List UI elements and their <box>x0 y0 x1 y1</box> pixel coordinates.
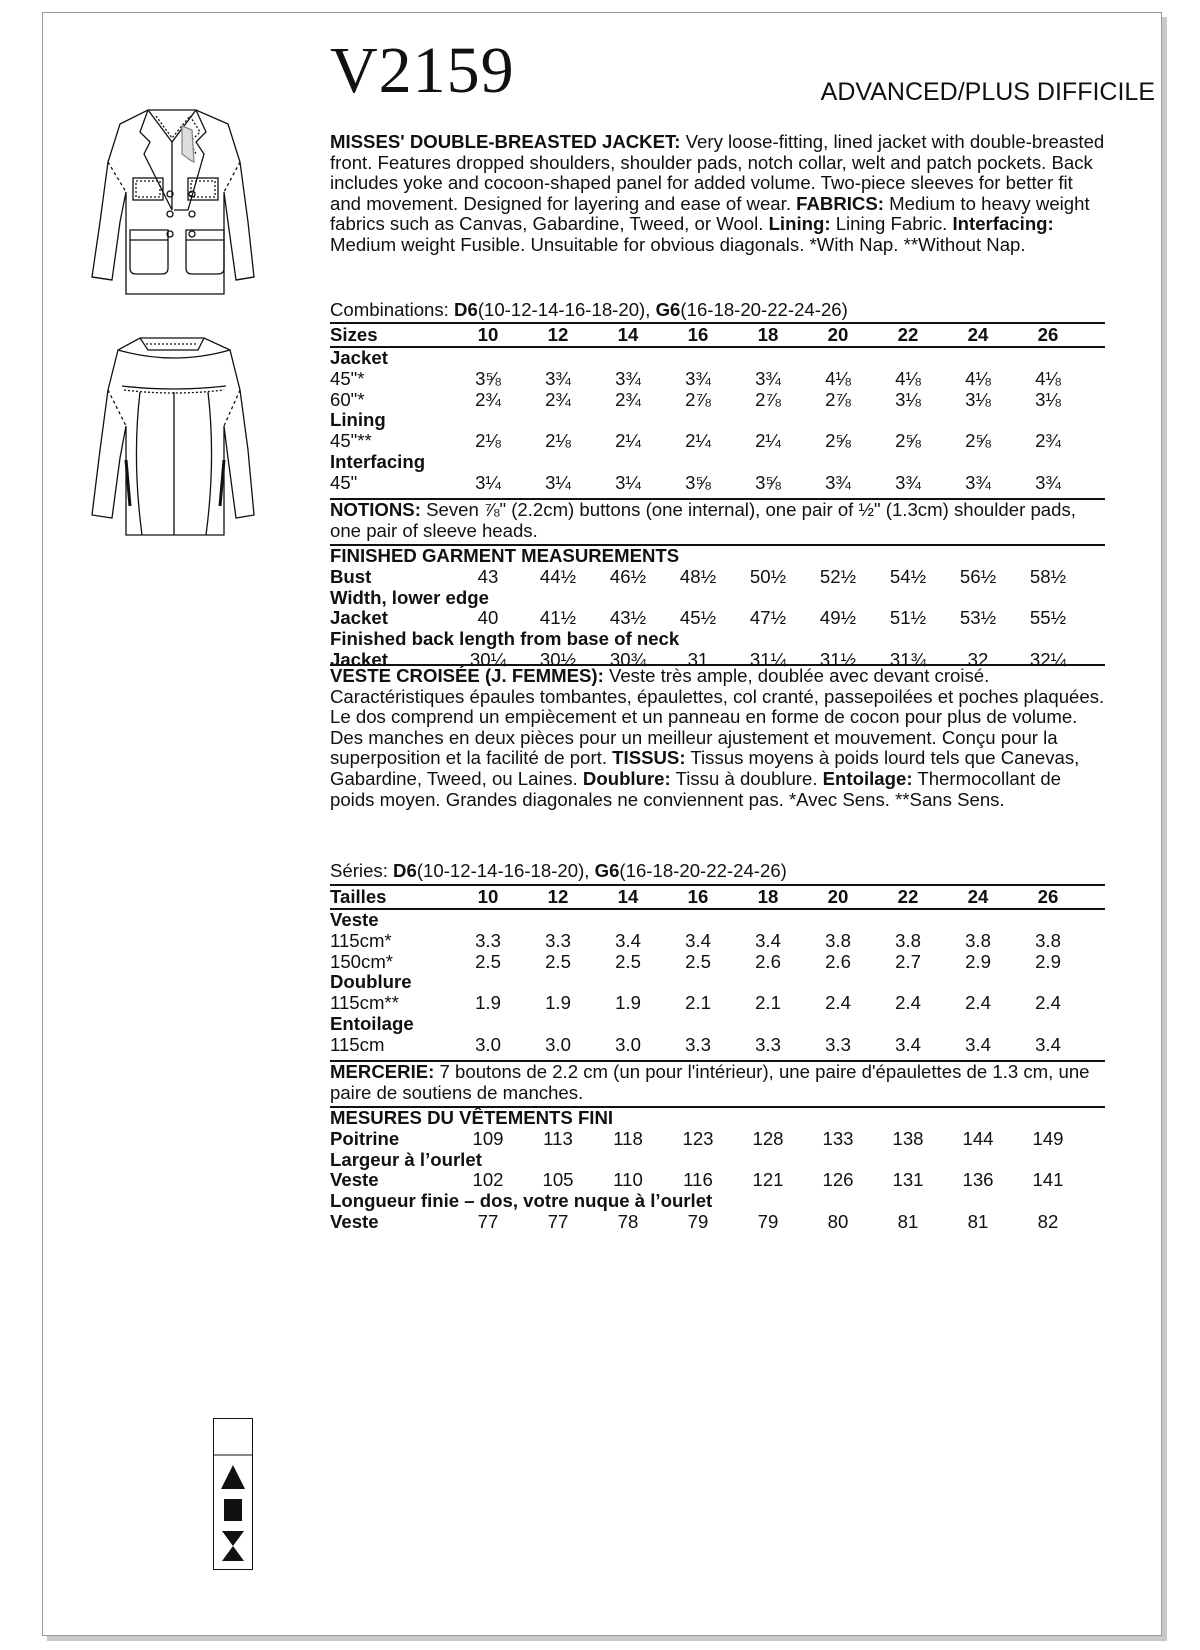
lining-text: Lining Fabric. <box>830 213 953 235</box>
table-cell: 2⅝ <box>825 430 851 452</box>
table-cell: 43 <box>477 565 499 587</box>
table-cell: 45½ <box>679 607 717 629</box>
table-cell: 81 <box>897 1210 919 1232</box>
french-combinations <box>330 860 787 882</box>
difficulty-level: ADVANCED/PLUS DIFFICILE <box>820 78 1155 106</box>
english-yardage-table <box>330 322 1105 494</box>
table-row <box>330 1212 1105 1233</box>
table-cell: 2.4 <box>895 992 921 1014</box>
section-heading-text: Doublure <box>330 971 412 993</box>
table-cell: 2.5 <box>615 950 641 972</box>
lining-text: Tissu à doublure. <box>670 767 823 789</box>
table-cell: 1.9 <box>475 992 501 1014</box>
table-cell: 2.1 <box>685 992 711 1014</box>
table-cell: 131 <box>892 1169 924 1191</box>
table-row <box>330 1129 1105 1150</box>
table-cell: 3.3 <box>685 1033 711 1055</box>
description-title: VESTE CROISÉE (J. FEMMES): <box>330 665 604 686</box>
table-cell: 79 <box>687 1210 709 1232</box>
table-cell: 4⅛ <box>965 367 991 389</box>
table-cell: 46½ <box>609 565 647 587</box>
row-label: Veste <box>330 1210 379 1232</box>
table-cell: 1.9 <box>615 992 641 1014</box>
size-column-header: 24 <box>967 886 989 907</box>
table-row <box>330 952 1105 973</box>
table-cell: 2¼ <box>685 430 711 452</box>
description-text: Veste très ample, doublée avec devant croisé. Caractéristiques épaules tombantes, épaulettes, col cranté, passepoilées et poches plaquées. Le dos comprend un empiècement et un panneau en forme de cocon pour plus de volume. Des manches en deux pièces pour un meilleur ajustement et mouvement. Conçu pour la superposition et la facilité de port. <box>330 665 1105 769</box>
section-heading-text: Longueur finie – dos, votre nuque à l’ourlet <box>330 1190 713 1212</box>
table-cell: 3¾ <box>615 367 641 389</box>
table-cell: 133 <box>822 1127 854 1149</box>
table-cell: 3.3 <box>545 929 571 951</box>
table-cell: 3.3 <box>755 1033 781 1055</box>
table-cell: 53½ <box>959 607 997 629</box>
table-cell: 3.4 <box>755 929 781 951</box>
size-column-header: 26 <box>1037 324 1059 345</box>
table-cell: 2¾ <box>615 388 641 410</box>
size-column-header: 14 <box>617 324 639 345</box>
table-cell: 51½ <box>889 607 927 629</box>
pattern-symbols-icon <box>214 1419 252 1569</box>
size-column-header: 26 <box>1037 886 1059 907</box>
table-cell: 30¾ <box>609 648 647 670</box>
table-cell: 3.8 <box>895 929 921 951</box>
french-notions <box>330 1060 1105 1104</box>
table-cell: 110 <box>613 1169 643 1191</box>
table-section-heading <box>330 910 1105 931</box>
table-cell: 2¾ <box>545 388 571 410</box>
table-cell: 3.4 <box>615 929 641 951</box>
table-row <box>330 608 1105 629</box>
table-cell: 2.5 <box>475 950 501 972</box>
row-label: Jacket <box>330 607 388 629</box>
table-cell: 3.4 <box>965 1033 991 1055</box>
table-cell: 47½ <box>749 607 787 629</box>
table-cell: 2.4 <box>965 992 991 1014</box>
table-cell: 78 <box>617 1210 639 1232</box>
row-label: Veste <box>330 1169 379 1191</box>
sizes-label: Tailles <box>330 886 387 907</box>
table-cell: 3¾ <box>1035 471 1061 493</box>
table-cell: 3¼ <box>615 471 641 493</box>
table-cell: 48½ <box>679 565 717 587</box>
table-cell: 41½ <box>539 607 577 629</box>
table-cell: 50½ <box>749 565 787 587</box>
combo2-code: G6 <box>655 299 681 320</box>
size-column-header: 24 <box>967 324 989 345</box>
table-cell: 2.5 <box>545 950 571 972</box>
description-text: Very loose-fitting, lined jacket with double-breasted front. Features dropped shoulders, shoulder pads, notch collar, welt and patch pockets. Back includes yoke and cocoon-shaped panel for added volume. Two-piece sleeves for better fit and movement. Designed for layering and ease of wear. <box>330 131 1105 214</box>
size-column-header: 12 <box>547 886 569 907</box>
combo2-code: G6 <box>594 860 620 881</box>
size-column-header: 16 <box>687 886 709 907</box>
table-row <box>330 431 1105 452</box>
table-row <box>330 390 1105 411</box>
table-cell: 77 <box>547 1210 569 1232</box>
row-label: 45"* <box>330 367 365 389</box>
fabrics-label: TISSUS: <box>612 747 686 769</box>
table-cell: 30¼ <box>469 648 507 670</box>
table-cell: 2¼ <box>615 430 641 452</box>
section-heading-text: Jacket <box>330 347 388 368</box>
combinations-label: Séries: <box>330 860 394 881</box>
table-cell: 2⅛ <box>475 430 501 452</box>
table-cell: 3⅛ <box>895 388 921 410</box>
measurements-title <box>330 1106 1105 1129</box>
table-cell: 31 <box>687 648 709 670</box>
combo2-sizes: (16-18-20-22-24-26) <box>619 860 787 881</box>
table-cell: 2.1 <box>755 992 781 1014</box>
table-cell: 2.6 <box>755 950 781 972</box>
size-column-header: 18 <box>757 324 779 345</box>
table-cell: 138 <box>892 1127 924 1149</box>
table-cell: 105 <box>542 1169 574 1191</box>
section-heading-text: Interfacing <box>330 450 426 472</box>
table-cell: 2¾ <box>475 388 501 410</box>
table-cell: 2¼ <box>755 430 781 452</box>
sizes-header-row <box>330 884 1105 910</box>
combo1-code: D6 <box>393 860 417 881</box>
table-cell: 3¾ <box>545 367 571 389</box>
table-cell: 79 <box>757 1210 779 1232</box>
table-cell: 2⅞ <box>755 388 781 410</box>
square-icon <box>224 1499 242 1521</box>
interfacing-label: Interfacing: <box>952 213 1054 235</box>
table-row <box>330 1170 1105 1191</box>
table-row <box>330 473 1105 494</box>
table-cell: 2⅛ <box>545 430 571 452</box>
table-cell: 32 <box>967 648 989 670</box>
row-label: 115cm* <box>330 929 392 951</box>
table-cell: 3¾ <box>755 367 781 389</box>
table-cell: 3.3 <box>475 929 501 951</box>
notions-label: MERCERIE: <box>330 1061 435 1082</box>
measurements-title-text: MESURES DU VÊTEMENTS FINI <box>330 1107 614 1128</box>
table-cell: 3.8 <box>825 929 851 951</box>
table-cell: 4⅛ <box>825 367 851 389</box>
table-cell: 3.4 <box>895 1033 921 1055</box>
table-cell: 44½ <box>539 565 577 587</box>
size-column-header: 18 <box>757 886 779 907</box>
section-heading-text: Width, lower edge <box>330 586 489 608</box>
table-cell: 31¾ <box>889 648 927 670</box>
difficulty-symbol-box <box>213 1418 253 1570</box>
table-cell: 2⅞ <box>825 388 851 410</box>
table-cell: 82 <box>1037 1210 1059 1232</box>
fabrics-text: Tissus moyens à poids lourd tels que Canevas, Gabardine, Tweed, ou Laines. <box>330 747 1080 789</box>
description-title: MISSES' DOUBLE-BREASTED JACKET: <box>330 131 681 152</box>
notions-text: 7 boutons de 2.2 cm (un pour l'intérieur), une paire d'épaulettes de 1.3 cm, une paire de soutiens de manches. <box>330 1061 1090 1103</box>
table-cell: 56½ <box>959 565 997 587</box>
table-cell: 2.6 <box>825 950 851 972</box>
table-section-heading <box>330 1150 1105 1171</box>
notions-text: Seven ⅞" (2.2cm) buttons (one internal), one pair of ½" (1.3cm) shoulder pads, one pair of sleeve heads. <box>330 499 1076 541</box>
section-heading-text: Lining <box>330 409 386 431</box>
table-section-heading <box>330 348 1105 369</box>
table-cell: 3⅛ <box>1035 388 1061 410</box>
section-heading-text: Entoilage <box>330 1012 414 1034</box>
table-cell: 3.8 <box>965 929 991 951</box>
hourglass-icon <box>222 1531 244 1561</box>
size-column-header: 12 <box>547 324 569 345</box>
table-cell: 43½ <box>609 607 647 629</box>
section-heading-text: Largeur à l’ourlet <box>330 1148 482 1170</box>
lining-label: Doublure: <box>582 767 671 789</box>
table-cell: 49½ <box>819 607 857 629</box>
fabrics-label: FABRICS: <box>796 192 884 214</box>
table-cell: 3.4 <box>1035 1033 1061 1055</box>
table-cell: 2.4 <box>1035 992 1061 1014</box>
table-cell: 4⅛ <box>895 367 921 389</box>
table-section-heading <box>330 972 1105 993</box>
table-cell: 81 <box>967 1210 989 1232</box>
pattern-number: V2159 <box>330 34 515 107</box>
notions-label: NOTIONS: <box>330 499 421 520</box>
row-label: 45"** <box>330 430 372 452</box>
table-cell: 136 <box>962 1169 994 1191</box>
table-cell: 58½ <box>1029 565 1067 587</box>
table-row <box>330 369 1105 390</box>
jacket-back-illustration <box>78 330 268 545</box>
table-cell: 77 <box>477 1210 499 1232</box>
size-column-header: 10 <box>477 324 499 345</box>
sizes-header-row <box>330 322 1105 348</box>
table-cell: 3.4 <box>685 929 711 951</box>
table-cell: 121 <box>752 1169 784 1191</box>
section-heading-text: Finished back length from base of neck <box>330 628 680 650</box>
table-cell: 31½ <box>819 648 857 670</box>
size-column-header: 22 <box>897 324 919 345</box>
row-label: Poitrine <box>330 1127 400 1149</box>
table-section-heading <box>330 1191 1105 1212</box>
table-cell: 1.9 <box>545 992 571 1014</box>
combo2-sizes: (16-18-20-22-24-26) <box>680 299 848 320</box>
table-cell: 2⅝ <box>895 430 921 452</box>
section-heading-text: Veste <box>330 909 379 930</box>
english-notions <box>330 498 1105 542</box>
table-section-heading <box>330 588 1105 609</box>
measurements-title <box>330 544 1105 567</box>
english-measurements-table <box>330 544 1105 671</box>
row-label: 115cm <box>330 1033 385 1055</box>
size-column-header: 20 <box>827 886 849 907</box>
table-cell: 128 <box>752 1127 784 1149</box>
table-cell: 40 <box>477 607 499 629</box>
combinations-label: Combinations: <box>330 299 455 320</box>
french-yardage-table <box>330 884 1105 1056</box>
table-section-heading <box>330 1014 1105 1035</box>
fabrics-text: Medium to heavy weight fabrics such as Canvas, Gabardine, Tweed, or Wool. <box>330 192 1090 235</box>
interfacing-text: Thermocollant de poids moyen. Grandes diagonales ne conviennent pas. *Avec Sens. **Sans Sens. <box>330 767 1062 810</box>
table-cell: 126 <box>822 1169 854 1191</box>
combo1-sizes: (10-12-14-16-18-20), <box>416 860 595 881</box>
table-cell: 118 <box>613 1127 643 1149</box>
table-cell: 32¼ <box>1029 648 1067 670</box>
table-cell: 3¼ <box>475 471 501 493</box>
sizes-label: Sizes <box>330 324 378 345</box>
table-cell: 52½ <box>819 565 857 587</box>
table-cell: 3⅝ <box>755 471 781 493</box>
row-label: 115cm** <box>330 992 399 1014</box>
table-cell: 109 <box>472 1127 504 1149</box>
lining-label: Lining: <box>768 213 831 235</box>
interfacing-text: Medium weight Fusible. Unsuitable for obvious diagonals. *With Nap. **Without Nap. <box>330 233 1026 255</box>
combo1-code: D6 <box>454 299 478 320</box>
table-cell: 4⅛ <box>1035 367 1061 389</box>
table-cell: 144 <box>962 1127 994 1149</box>
table-cell: 3⅛ <box>965 388 991 410</box>
table-section-heading <box>330 452 1105 473</box>
triangle-icon <box>221 1465 245 1489</box>
table-cell: 2.4 <box>825 992 851 1014</box>
table-cell: 2⅞ <box>685 388 711 410</box>
table-cell: 2¾ <box>1035 430 1061 452</box>
table-cell: 3⅝ <box>475 367 501 389</box>
table-cell: 2.9 <box>965 950 991 972</box>
table-cell: 123 <box>682 1127 714 1149</box>
table-cell: 3.3 <box>825 1033 851 1055</box>
table-row <box>330 931 1105 952</box>
size-column-header: 22 <box>897 886 919 907</box>
row-label: 45" <box>330 471 358 493</box>
size-column-header: 20 <box>827 324 849 345</box>
row-label: Jacket <box>330 648 388 670</box>
table-cell: 54½ <box>889 565 927 587</box>
table-cell: 31¼ <box>749 648 787 670</box>
size-column-header: 16 <box>687 324 709 345</box>
table-cell: 3⅝ <box>685 471 711 493</box>
table-cell: 3.8 <box>1035 929 1061 951</box>
table-cell: 113 <box>543 1127 573 1149</box>
size-column-header: 14 <box>617 886 639 907</box>
table-cell: 3¾ <box>685 367 711 389</box>
table-section-heading <box>330 629 1105 650</box>
table-cell: 3.0 <box>545 1033 571 1055</box>
french-description <box>330 664 1105 810</box>
size-column-header: 10 <box>477 886 499 907</box>
table-cell: 2⅝ <box>965 430 991 452</box>
row-label: 150cm* <box>330 950 394 972</box>
table-cell: 3¾ <box>825 471 851 493</box>
table-cell: 3¼ <box>545 471 571 493</box>
table-cell: 149 <box>1032 1127 1064 1149</box>
table-cell: 80 <box>827 1210 849 1232</box>
table-cell: 30½ <box>539 648 577 670</box>
table-cell: 3.0 <box>615 1033 641 1055</box>
table-cell: 2.7 <box>895 950 921 972</box>
table-row <box>330 1035 1105 1056</box>
combo1-sizes: (10-12-14-16-18-20), <box>477 299 656 320</box>
table-row <box>330 993 1105 1014</box>
row-label: 60"* <box>330 388 365 410</box>
table-cell: 3.0 <box>475 1033 501 1055</box>
interfacing-label: Entoilage: <box>822 767 913 789</box>
table-cell: 3¾ <box>965 471 991 493</box>
english-combinations <box>330 299 848 321</box>
table-cell: 141 <box>1032 1169 1064 1191</box>
table-cell: 3¾ <box>895 471 921 493</box>
english-description <box>330 132 1105 256</box>
table-row <box>330 567 1105 588</box>
jacket-front-illustration <box>78 102 268 307</box>
french-measurements-table <box>330 1106 1105 1233</box>
table-cell: 55½ <box>1029 607 1067 629</box>
row-label: Bust <box>330 565 372 587</box>
table-cell: 102 <box>472 1169 504 1191</box>
measurements-title-text: FINISHED GARMENT MEASUREMENTS <box>330 545 680 566</box>
table-cell: 2.5 <box>685 950 711 972</box>
table-cell: 116 <box>683 1169 713 1191</box>
table-section-heading <box>330 410 1105 431</box>
table-cell: 2.9 <box>1035 950 1061 972</box>
